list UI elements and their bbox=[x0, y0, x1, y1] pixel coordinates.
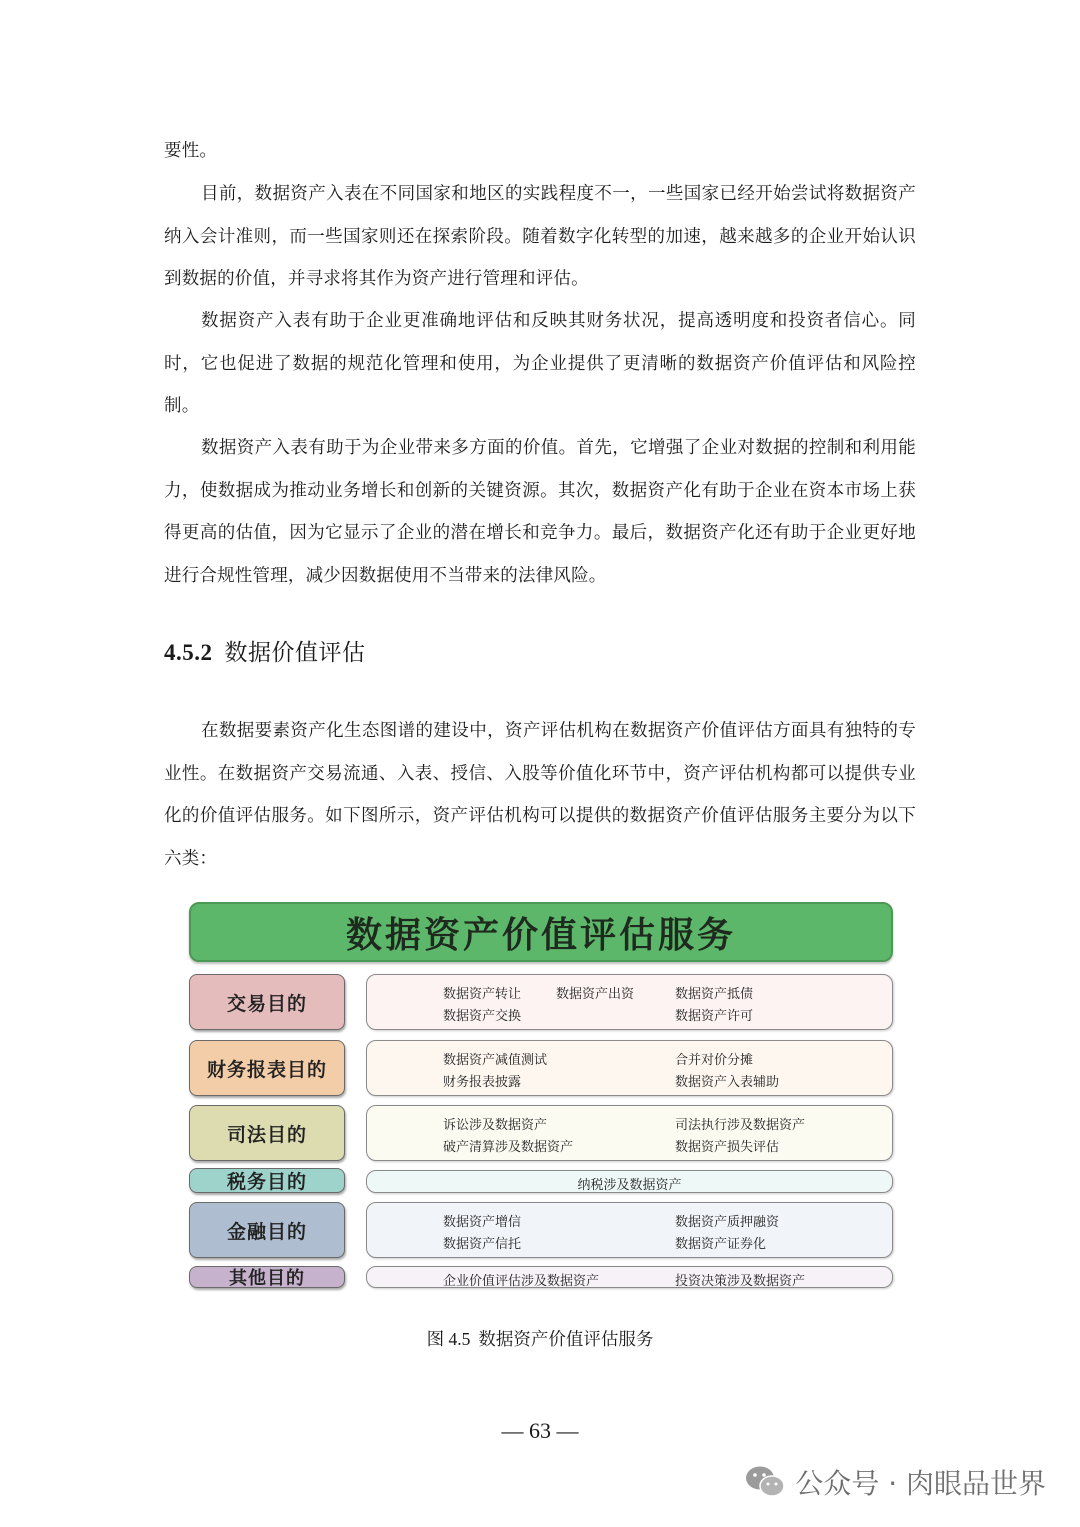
category-other: 其他目的 bbox=[189, 1266, 345, 1288]
service-item: 数据资产出资 bbox=[556, 987, 635, 1002]
category-judicial: 司法目的 bbox=[189, 1105, 345, 1161]
service-item: 数据资产信托 bbox=[443, 1237, 522, 1252]
service-item: 破产清算涉及数据资产 bbox=[443, 1140, 574, 1155]
category-transaction-box bbox=[366, 974, 893, 1030]
service-item: 企业价值评估涉及数据资产 bbox=[443, 1274, 600, 1289]
service-item: 合并对价分摊 bbox=[675, 1053, 754, 1068]
service-item: 投资决策涉及数据资产 bbox=[675, 1274, 806, 1289]
paragraph-1: 要性。 bbox=[164, 141, 218, 161]
page-number: — 63 — bbox=[501, 1418, 579, 1443]
section-heading bbox=[164, 634, 366, 667]
service-item: 数据资产增信 bbox=[443, 1215, 522, 1230]
service-item: 数据资产交换 bbox=[443, 1009, 522, 1024]
category-other-box bbox=[366, 1266, 893, 1288]
service-item: 诉讼涉及数据资产 bbox=[443, 1118, 548, 1133]
paragraph-2: 目前，数据资产入表在不同国家和地区的实践程度不一，一些国家已经开始尝试将数据资产纳入会计准则，而一些国家则还在探索阶段。随着数字化转型的加速，越来越多的企业开始认识到数据的价值，并寻求将其作为资产进行管理和评估。 bbox=[164, 184, 916, 289]
category-tax: 税务目的 bbox=[189, 1168, 345, 1193]
category-finance-box bbox=[366, 1202, 893, 1258]
category-financial-report: 财务报表目的 bbox=[189, 1040, 345, 1096]
section-number: 4.5.2 bbox=[164, 640, 213, 665]
figure-caption bbox=[0, 1326, 1080, 1351]
figure-number: 图 4.5 bbox=[426, 1329, 471, 1349]
figure-caption-text: 数据资产价值评估服务 bbox=[478, 1330, 654, 1350]
service-item: 数据资产抵债 bbox=[675, 987, 754, 1002]
service-item: 数据资产减值测试 bbox=[443, 1053, 548, 1068]
section-title: 数据价值评估 bbox=[224, 640, 366, 666]
paragraph-3: 数据资产入表有助于企业更准确地评估和反映其财务状况，提高透明度和投资者信心。同时，它也促进了数据的规范化管理和使用，为企业提供了更清晰的数据资产价值评估和风险控制。 bbox=[164, 311, 916, 416]
service-item: 数据资产损失评估 bbox=[675, 1140, 780, 1155]
service-item: 纳税涉及数据资产 bbox=[577, 1178, 682, 1193]
service-item: 数据资产入表辅助 bbox=[675, 1075, 780, 1090]
service-item: 数据资产质押融资 bbox=[675, 1215, 780, 1230]
category-tax-box bbox=[366, 1170, 893, 1193]
watermark-text: 公众号 · 肉眼品世界 bbox=[795, 1467, 1046, 1500]
section-paragraph: 在数据要素资产化生态图谱的建设中，资产评估机构在数据资产价值评估方面具有独特的专业性。在数据资产交易流通、入表、授信、入股等价值化环节中，资产评估机构都可以提供专业化的价值评估服务。如下图所示，资产评估机构可以提供的数据资产价值评估服务主要分为以下六类： bbox=[164, 721, 916, 869]
service-item: 数据资产转让 bbox=[443, 987, 522, 1002]
figure-title: 数据资产价值评估服务 bbox=[189, 902, 893, 962]
wechat-icon bbox=[745, 1465, 785, 1499]
valuation-services-figure bbox=[186, 902, 896, 1294]
service-item: 数据资产证券化 bbox=[675, 1237, 767, 1252]
category-finance: 金融目的 bbox=[189, 1202, 345, 1258]
category-financial-report-box bbox=[366, 1040, 893, 1096]
category-judicial-box bbox=[366, 1105, 893, 1161]
service-item: 财务报表披露 bbox=[443, 1075, 522, 1090]
watermark bbox=[745, 1462, 1046, 1502]
category-transaction: 交易目的 bbox=[189, 974, 345, 1030]
service-item: 数据资产许可 bbox=[675, 1009, 754, 1024]
paragraph-4: 数据资产入表有助于为企业带来多方面的价值。首先，它增强了企业对数据的控制和利用能力，使数据成为推动业务增长和创新的关键资源。其次，数据资产化有助于企业在资本市场上获得更高的估值，因为它显示了企业的潜在增长和竞争力。最后，数据资产化还有助于企业更好地进行合规性管理，减少因数据使用不当带来的法律风险。 bbox=[164, 438, 916, 586]
service-item: 司法执行涉及数据资产 bbox=[675, 1118, 806, 1133]
